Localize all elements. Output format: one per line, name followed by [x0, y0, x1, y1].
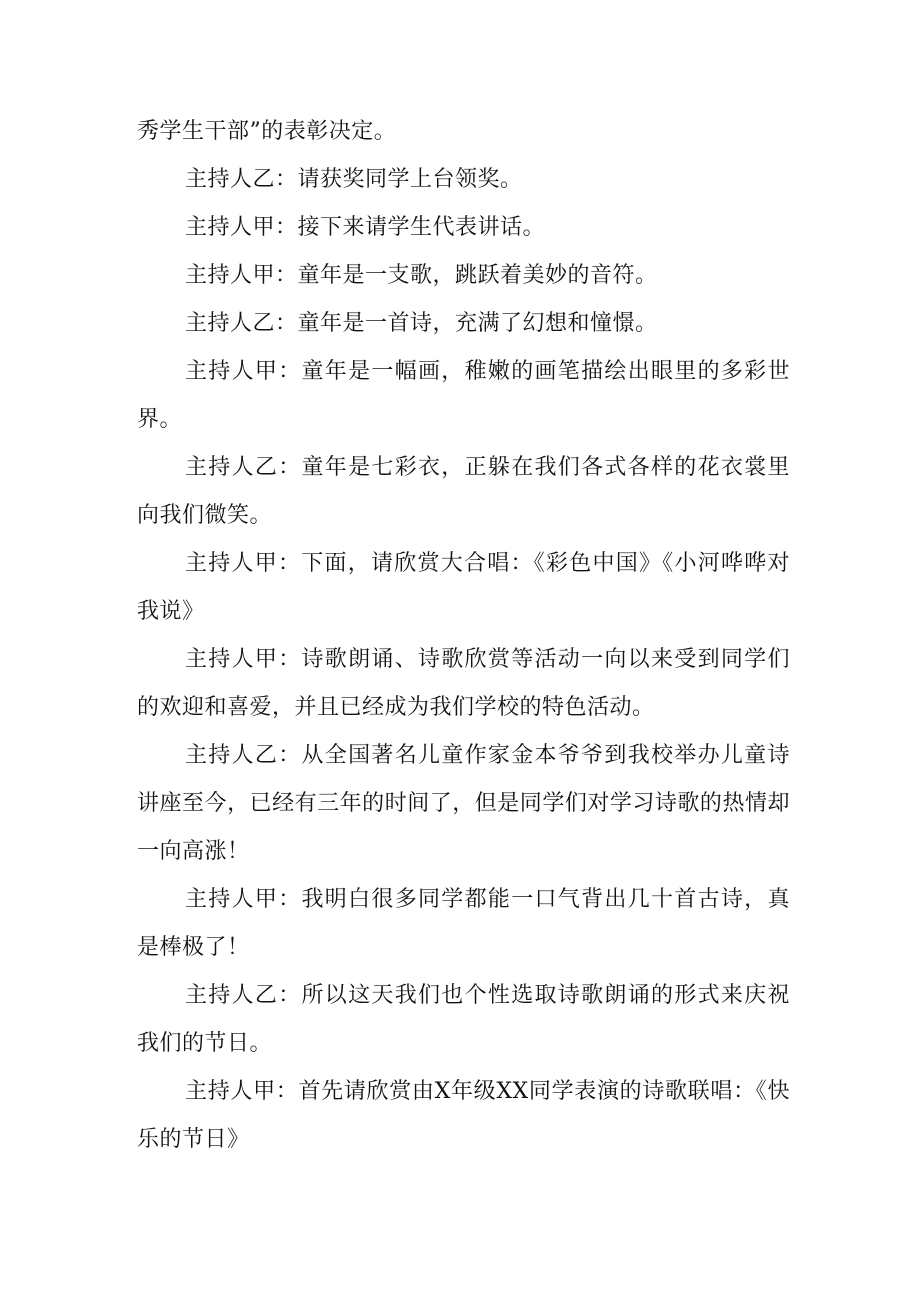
- paragraph: 主持人乙：请获奖同学上台领奖。: [185, 167, 523, 192]
- document-body: [137, 108, 790, 1164]
- paragraph: 主持人乙：所以这天我们也个性选取诗歌朗诵的形式来庆祝我们的节日。: [137, 983, 790, 1056]
- paragraph: 主持人乙：从全国著名儿童作家金本爷爷到我校举办儿童诗讲座至今，已经有三年的时间了，但是同学们对学习诗歌的热情却一向高涨！: [137, 743, 790, 864]
- paragraph: 主持人甲：童年是一幅画，稚嫩的画笔描绘出眼里的多彩世界。: [137, 359, 790, 432]
- paragraph: 主持人甲：童年是一支歌，跳跃着美妙的音符。: [185, 263, 658, 288]
- paragraph: 主持人甲：下面，请欣赏大合唱：《彩色中国》《小河哗哗对我说》: [137, 551, 790, 624]
- paragraph: 主持人乙：童年是一首诗，充满了幻想和憧憬。: [185, 311, 658, 336]
- paragraph: 主持人乙：童年是七彩衣，正躲在我们各式各样的花衣裳里向我们微笑。: [137, 455, 790, 528]
- paragraph: 主持人甲：首先请欣赏由X年级XX同学表演的诗歌联唱：《快乐的节日》: [137, 1079, 790, 1152]
- paragraph: 主持人甲：诗歌朗诵、诗歌欣赏等活动一向以来受到同学们的欢迎和喜爱，并且已经成为我们学校的特色活动。: [137, 647, 790, 720]
- paragraph: 秀学生干部”的表彰决定。: [137, 119, 397, 144]
- paragraph: 主持人甲：接下来请学生代表讲话。: [185, 215, 546, 240]
- paragraph: 主持人甲：我明白很多同学都能一口气背出几十首古诗，真是棒极了！: [137, 887, 790, 960]
